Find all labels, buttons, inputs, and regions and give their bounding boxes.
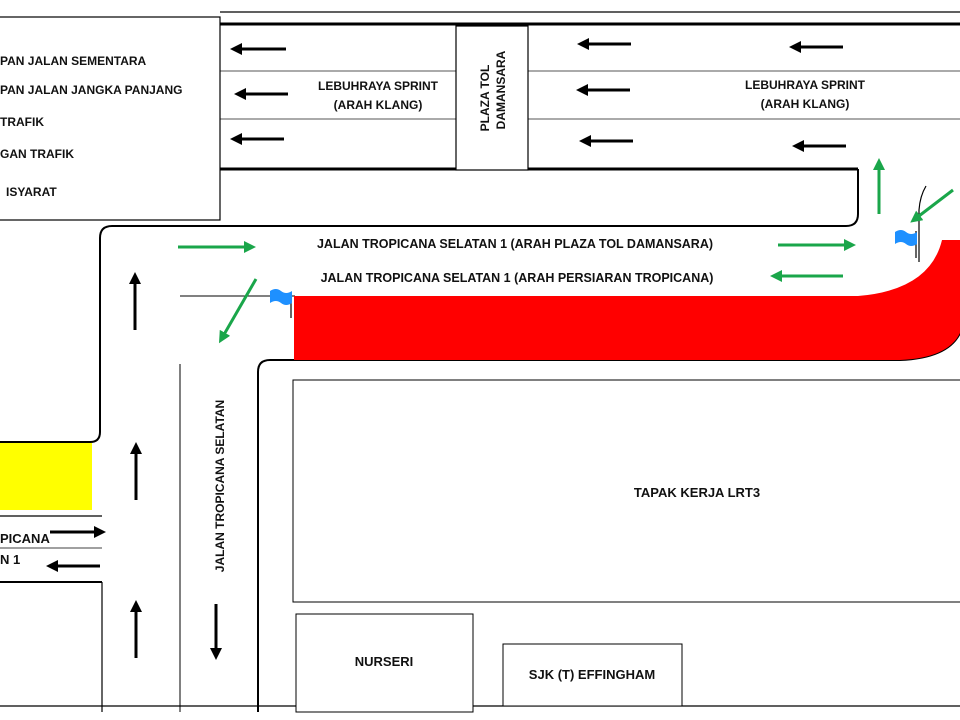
- flagman-flag-icon: [270, 289, 292, 318]
- road-edge-north-east: [919, 186, 926, 262]
- highway-label-left-line2: (ARAH KLANG): [333, 98, 423, 112]
- legend-item: GAN TRAFIK: [0, 147, 74, 161]
- toll-plaza-label-line1: PLAZA TOL: [478, 64, 492, 132]
- road-label-jalan-tropicana-selatan: JALAN TROPICANA SELATAN: [213, 399, 227, 573]
- road-label-to-persiaran-tropicana: JALAN TROPICANA SELATAN 1 (ARAH PERSIARAN TROPICANA): [320, 271, 714, 285]
- closed-lane-zone: [294, 240, 960, 360]
- yellow-zone: [0, 443, 92, 510]
- highway-label-left-line1: LEBUHRAYA SPRINT: [317, 79, 439, 93]
- diversion-arrow-icon: [222, 279, 256, 338]
- highway-label-right-line2: (ARAH KLANG): [760, 97, 850, 111]
- road-label-left-line2: N 1: [0, 552, 21, 567]
- nursery-building: [296, 614, 473, 712]
- lrt3-site-label: TAPAK KERJA LRT3: [633, 485, 761, 500]
- diversion-arrow-icon: [915, 190, 953, 219]
- legend: [0, 17, 220, 220]
- road-label-left-line1: PICANA: [0, 531, 50, 546]
- school-label: SJK (T) EFFINGHAM: [528, 667, 656, 682]
- highway-label-right-line1: LEBUHRAYA SPRINT: [744, 78, 866, 92]
- toll-plaza-label-line2: DAMANSARA: [494, 50, 508, 130]
- flagman-flag-icon: [895, 230, 917, 258]
- legend-item: PAN JALAN SEMENTARA: [0, 54, 147, 68]
- legend-item: ISYARAT: [6, 185, 57, 199]
- nursery-label: NURSERI: [354, 654, 414, 669]
- legend-item: PAN JALAN JANGKA PANJANG: [0, 83, 183, 97]
- lrt3-work-site: [293, 380, 960, 602]
- legend-item: TRAFIK: [0, 115, 44, 129]
- school-building: [503, 644, 682, 706]
- toll-plaza-booth: [456, 26, 528, 170]
- road-label-to-toll-plaza: JALAN TROPICANA SELATAN 1 (ARAH PLAZA TOL DAMANSARA): [316, 237, 714, 251]
